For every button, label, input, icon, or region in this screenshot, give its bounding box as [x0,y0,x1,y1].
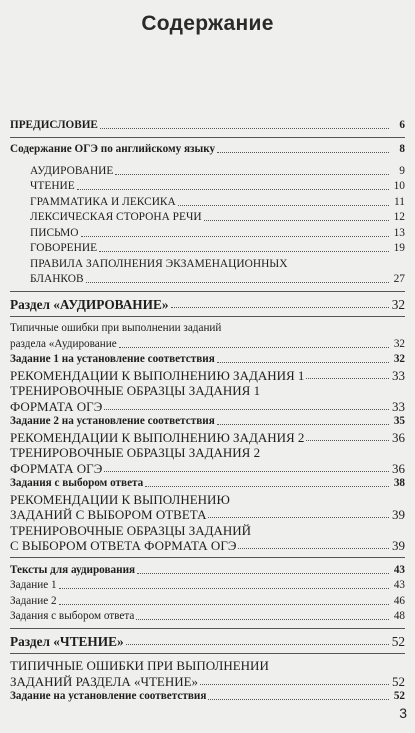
toc-entry-page: 32 [391,296,405,312]
toc-entry-title: ЛЕКСИЧЕСКАЯ СТОРОНА РЕЧИ [30,211,202,223]
toc-entry-title: БЛАНКОВ [30,273,84,285]
toc-entry-page: 27 [393,273,405,285]
toc-section-listening-texts [10,562,405,578]
toc-entry-title: РЕКОМЕНДАЦИИ К ВЫПОЛНЕНИЮ ЗАДАНИЯ 1 [10,367,305,383]
dot-leader [200,684,389,685]
toc-entry-page: 52 [391,633,405,649]
toc-entry [10,578,405,594]
toc-entry-title: ФОРМАТА ОГЭ [10,398,103,414]
dot-leader [204,220,389,221]
toc-entry [10,210,405,226]
toc-entry-page: 39 [392,507,405,522]
toc-entry-page: 33 [392,367,405,383]
toc-entry-page: 6 [399,118,405,131]
page-number: 3 [399,705,407,721]
toc-entry-page: 38 [393,477,405,489]
toc-entry [10,507,405,523]
dot-leader [178,205,389,206]
toc-entry [10,352,405,368]
toc-entry-page: 11 [394,195,405,208]
toc-entry-title: Раздел «ЧТЕНИЕ» [10,633,124,649]
toc-entry-preface [10,117,405,133]
toc-entry [10,538,405,554]
toc-entry [10,367,405,383]
toc-entry-page: 43 [393,579,405,591]
dot-leader [77,189,389,190]
toc-entry-page: 46 [393,594,405,607]
dot-leader [59,588,389,589]
toc-entry-page: 43 [393,563,405,576]
dot-leader [81,236,390,237]
toc-entry [10,476,405,492]
toc-entry-title: Задание на установление соответствия [10,690,207,702]
toc-entry-page: 10 [393,180,405,192]
toc-entry-title: ТРЕНИРОВОЧНЫЕ ОБРАЗЦЫ ЗАДАНИЙ [10,522,252,538]
toc-entry-title: ЗАДАНИЙ С ВЫБОРОМ ОТВЕТА [10,507,207,522]
toc-entry-title: Типичные ошибки при выполнении заданий [10,322,222,334]
dot-leader [100,128,389,129]
toc-entry-title: ГРАММАТИКА И ЛЕКСИКА [30,195,176,208]
toc-entry-title: ТРЕНИРОВОЧНЫЕ ОБРАЗЦЫ ЗАДАНИЯ 1 [10,383,261,398]
toc-entry-title: РЕКОМЕНДАЦИИ К ВЫПОЛНЕНИЮ [10,491,230,507]
toc-entry-page: 35 [393,415,405,427]
toc-entry-oge-content [10,142,405,158]
dot-leader [119,347,389,348]
toc-entry-page: 8 [399,143,405,155]
toc-entry-title: ТИПИЧНЫЕ ОШИБКИ ПРИ ВЫПОЛНЕНИИ [10,658,269,673]
toc-entry [10,398,405,414]
toc-entry-title: раздела «Аудирование [10,337,117,350]
toc-entry [10,163,405,179]
toc-entry-title: ГОВОРЕНИЕ [30,242,98,254]
toc-entry-title: АУДИРОВАНИЕ [30,164,114,177]
toc-entry [10,609,405,625]
toc-entry [10,689,405,705]
toc-entry-title: ПРАВИЛА ЗАПОЛНЕНИЯ ЭКЗАМЕНАЦИОННЫХ [30,257,288,270]
toc-entry-page: 52 [393,690,405,702]
toc-entry-title: РЕКОМЕНДАЦИИ К ВЫПОЛНЕНИЮ ЗАДАНИЯ 2 [10,429,305,445]
toc-entry [10,658,405,674]
toc-entry [10,445,405,461]
toc-entry-title: Задание 2 на установление соответствия [10,415,215,427]
dot-leader [104,409,389,410]
dot-leader [115,174,389,175]
toc-entry-title: Задание 1 на установление соответствия [10,353,215,365]
toc-entry-title: С ВЫБОРОМ ОТВЕТА ФОРМАТА ОГЭ [10,538,237,553]
dot-leader [171,307,390,308]
dot-leader [208,517,389,518]
toc-section-listening [10,296,405,312]
toc-entry [10,256,405,272]
divider [10,316,405,317]
divider [10,653,405,654]
dot-leader [306,378,389,379]
toc-entry-page: 13 [393,226,405,239]
toc-entry [10,225,405,241]
toc-entry [10,241,405,257]
dot-leader [145,486,389,487]
toc-entry-title: Задания с выбором ответа [10,610,135,622]
toc-entry [10,460,405,476]
toc-entry-title: Содержание ОГЭ по английскому языку [10,143,216,155]
dot-leader [59,604,389,605]
toc-entry-page: 9 [399,164,405,177]
toc-entry-page: 32 [393,337,405,350]
toc-entry-page: 36 [392,460,405,476]
toc-entry-page: 19 [393,242,405,254]
toc-entry [10,522,405,538]
toc-entry-title: Задания с выбором ответа [10,477,144,489]
toc-entry [10,414,405,430]
toc-entry-title: Тексты для аудирования [10,563,136,576]
table-of-contents [10,117,405,704]
toc-entry-page: 32 [393,353,405,365]
toc-entry [10,429,405,445]
toc-entry-title: ПИСЬМО [30,226,79,239]
dot-leader [137,573,389,574]
toc-entry [10,383,405,399]
toc-entry-page: 33 [392,398,405,414]
dot-leader [217,424,389,425]
toc-entry-page: 48 [393,610,405,622]
toc-entry-title: ЗАДАНИЙ РАЗДЕЛА «ЧТЕНИЕ» [10,673,199,689]
toc-entry-title: ЧТЕНИЕ [30,180,75,192]
dot-leader [217,362,389,363]
toc-entry-title: Раздел «АУДИРОВАНИЕ» [10,296,169,312]
toc-entry [10,593,405,609]
dot-leader [238,548,389,549]
toc-entry-title: ТРЕНИРОВОЧНЫЕ ОБРАЗЦЫ ЗАДАНИЯ 2 [10,445,261,460]
toc-entry [10,272,405,288]
dot-leader [86,282,389,283]
toc-entry [10,336,405,352]
toc-entry [10,194,405,210]
toc-entry-page: 39 [392,538,405,553]
dot-leader [99,251,389,252]
toc-entry-page: 36 [392,429,405,445]
toc-entry [10,179,405,195]
page-title: Содержание [141,12,274,35]
toc-section-reading [10,633,405,649]
divider [10,557,405,558]
dot-leader [126,644,389,645]
toc-entry-title: ФОРМАТА ОГЭ [10,460,103,476]
dot-leader [208,699,389,700]
divider [10,137,405,138]
dot-leader [136,619,389,620]
toc-entry-title: Задание 2 [10,594,57,607]
toc-entry [10,673,405,689]
toc-entry-page: 52 [392,673,405,689]
dot-leader [104,471,389,472]
toc-entry-title: ПРЕДИСЛОВИЕ [10,118,98,131]
toc-entry [10,491,405,507]
dot-leader [217,152,389,153]
toc-entry-title: Задание 1 [10,579,57,591]
divider [10,628,405,629]
toc-entry-page: 12 [393,211,405,223]
toc-entry [10,321,405,337]
divider [10,291,405,292]
dot-leader [306,440,389,441]
